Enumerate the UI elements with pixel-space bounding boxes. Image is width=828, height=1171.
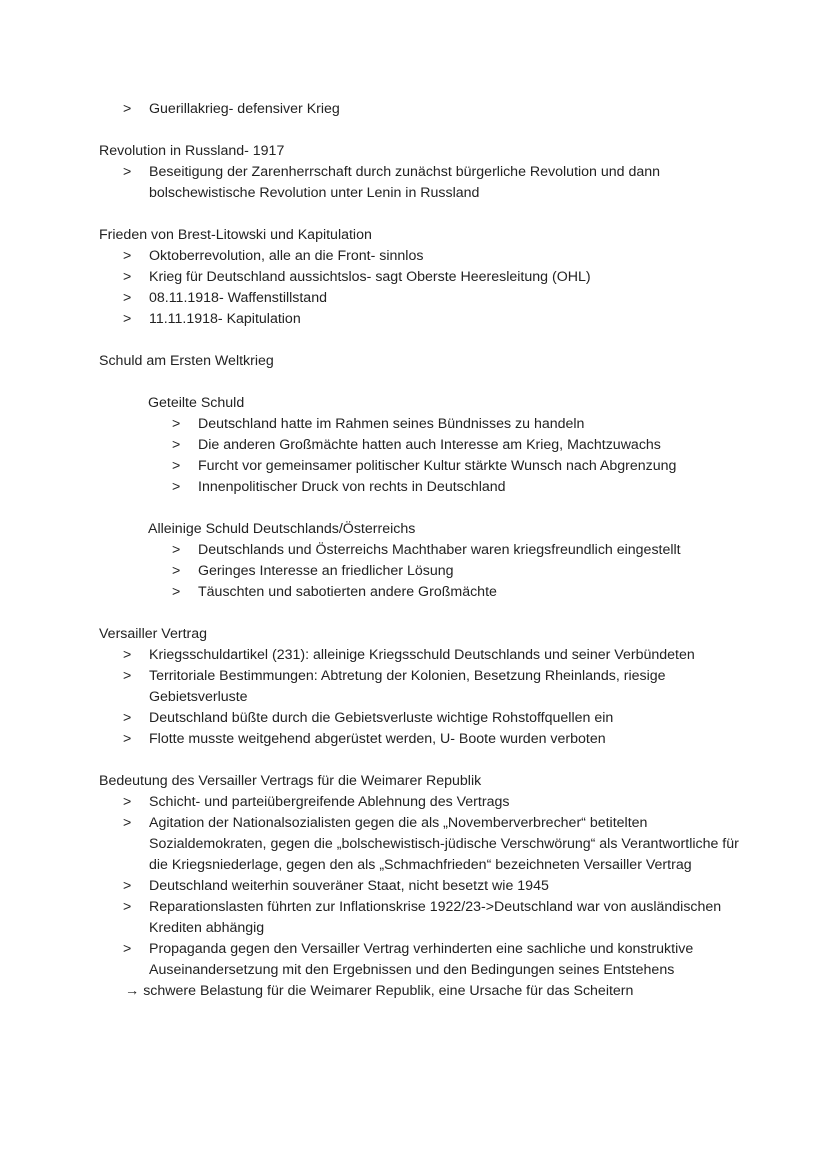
section-versailler-vertrag [99,624,739,750]
bullet-marker: > [123,290,132,306]
list-item: > Oktoberrevolution, alle an die Front- sinnlos [99,246,739,267]
bullet-list [148,540,739,603]
bullet-marker: > [123,815,132,831]
list-item: > Deutschland büßte durch die Gebietsverluste wichtige Rohstoffquellen ein [99,708,739,729]
bullet-marker: > [123,647,132,663]
bullet-marker: > [123,269,132,285]
bullet-marker: > [123,794,132,810]
subsection-heading: Alleinige Schuld Deutschlands/Österreichs [148,521,416,537]
bullet-list [148,414,739,498]
list-item: > 11.11.1918- Kapitulation [99,309,739,330]
bullet-marker: > [172,479,181,495]
bullet-marker: > [123,101,132,117]
bullet-marker: > [123,668,132,684]
bullet-marker: > [172,416,181,432]
bullet-marker: > [123,248,132,264]
list-item: > Beseitigung der Zarenherrschaft durch zunächst bürgerliche Revolution und dann bolschewistische Revolution unter Lenin in Russland [123,164,661,201]
list-item: > Täuschten und sabotierten andere Großmächte [148,582,739,603]
list-item: > Furcht vor gemeinsamer politischer Kultur stärkte Wunsch nach Abgrenzung [148,456,739,477]
list-item: > Krieg für Deutschland aussichtslos- sagt Oberste Heeresleitung (OHL) [99,267,739,288]
list-item: > Geringes Interesse an friedlicher Lösung [148,561,739,582]
list-item: > Propaganda gegen den Versailler Vertrag verhinderten eine sachliche und konstruktive Auseinandersetzung mit den Ergebnissen und den Bedingungen seines Entstehens [123,941,694,978]
section-heading: Frieden von Brest-Litowski und Kapitulation [99,227,372,243]
bullet-marker: > [172,584,181,600]
list-item: > Deutschland hatte im Rahmen seines Bündnisses zu handeln [148,414,739,435]
list-item: > Kriegsschuldartikel (231): alleinige Kriegsschuld Deutschlands und seiner Verbündeten [99,645,739,666]
list-item: > Deutschland weiterhin souveräner Staat, nicht besetzt wie 1945 [99,876,739,897]
conclusion-line: → schwere Belastung für die Weimarer Republik, eine Ursache für das Scheitern [125,983,634,999]
bullet-marker: > [172,458,181,474]
bullet-marker: > [123,878,132,894]
bullet-marker: > [172,437,181,453]
bullet-list [99,246,739,330]
bullet-marker: > [123,899,132,915]
document-body [99,99,739,1023]
bullet-marker: > [172,563,181,579]
list-item: > Guerillakrieg- defensiver Krieg [99,99,739,120]
section-heading: Schuld am Ersten Weltkrieg [99,353,274,369]
section-brest-litowsk [99,225,739,330]
list-item: > Schicht- und parteiübergreifende Ablehnung des Vertrags [99,792,739,813]
list-item: > Territoriale Bestimmungen: Abtretung der Kolonien, Besetzung Rheinlands, riesige Gebietsverluste [123,668,666,705]
list-item: > 08.11.1918- Waffenstillstand [99,288,739,309]
section-heading: Bedeutung des Versailler Vertrags für die Weimarer Republik [99,773,482,789]
bullet-marker: > [123,311,132,327]
section-heading: Revolution in Russland- 1917 [99,143,285,159]
section-bedeutung [99,771,739,1002]
section-schuld [99,351,739,603]
subsection-heading: Geteilte Schuld [148,395,245,411]
list-item: > Flotte musste weitgehend abgerüstet werden, U- Boote wurden verboten [99,729,739,750]
bullet-marker: > [123,164,132,180]
section-intro [99,99,739,120]
bullet-list [99,645,739,750]
list-item: > Innenpolitischer Druck von rechts in Deutschland [148,477,739,498]
list-item: > Die anderen Großmächte hatten auch Interesse am Krieg, Machtzuwachs [148,435,739,456]
list-item: > Agitation der Nationalsozialisten gegen die als „Novemberverbrecher“ betitelten Sozialdemokraten, gegen die „bolschewistisch-jüdische Verschwörung“ als Verantwortliche für die Kriegsniederlage, gegen den als „Schmachfrieden“ bezeichneten Versailler Vertrag [123,815,739,873]
bullet-marker: > [123,731,132,747]
section-heading: Versailler Vertrag [99,626,208,642]
subsection-geteilte-schuld [99,393,739,603]
section-russland [99,141,739,204]
list-item: > Deutschlands und Österreichs Machthaber waren kriegsfreundlich eingestellt [148,540,739,561]
bullet-list [99,162,739,204]
bullet-list [99,792,739,981]
bullet-marker: > [172,542,181,558]
bullet-marker: > [123,941,132,957]
list-item: > Reparationslasten führten zur Inflationskrise 1922/23->Deutschland war von ausländischen Krediten abhängig [123,899,722,936]
arrow-right-icon: → [125,983,140,999]
bullet-list [99,99,739,120]
bullet-marker: > [123,710,132,726]
